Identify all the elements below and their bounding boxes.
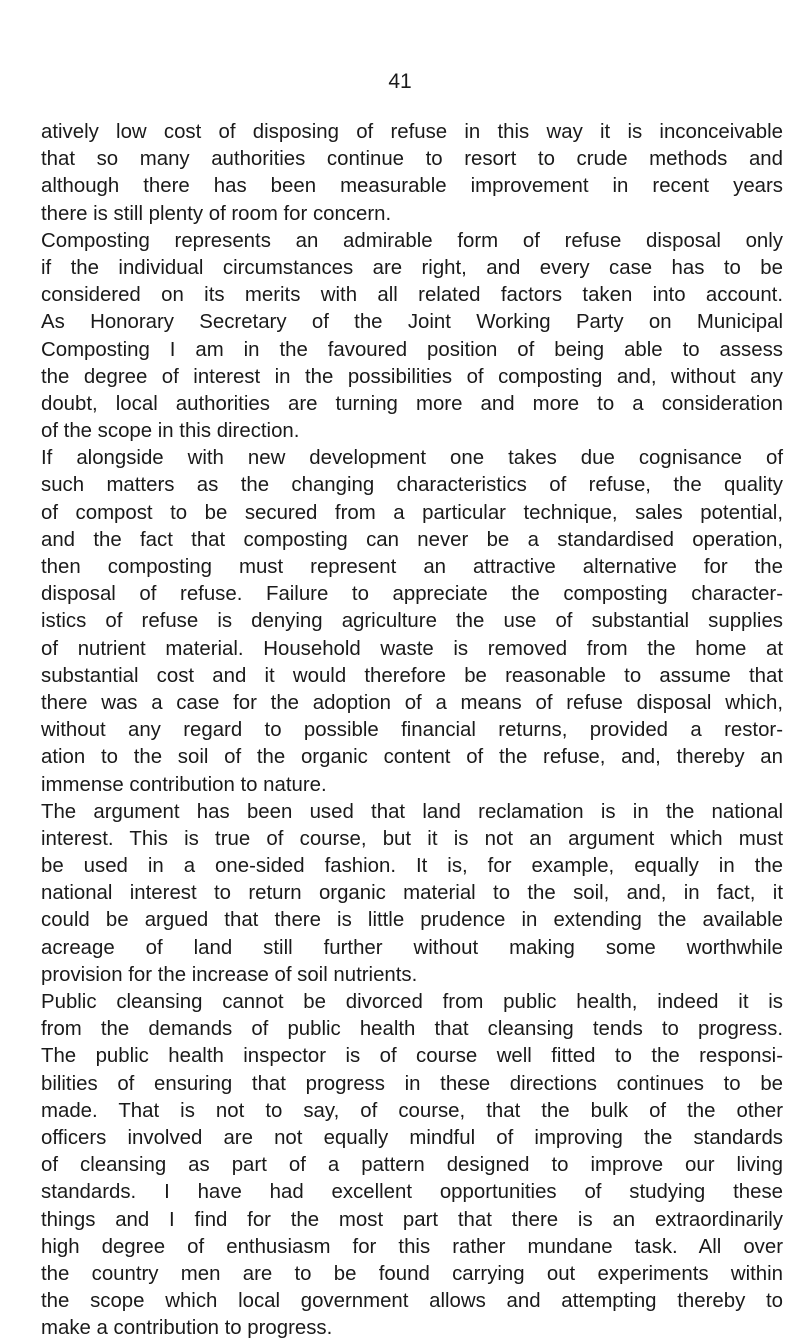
text-line: of compost to be secured from a particular technique, sales potential, xyxy=(41,501,783,524)
text-line: and the fact that composting can never be a standardised operation, xyxy=(41,528,783,551)
text-line: there is still plenty of room for concern. xyxy=(41,202,392,225)
text-line: immense contribution to nature. xyxy=(41,773,327,796)
body-text xyxy=(41,119,783,1342)
text-line: atively low cost of disposing of refuse in this way it is inconceivable xyxy=(41,121,783,143)
text-line: make a contribution to progress. xyxy=(41,1317,333,1340)
text-line: ation to the soil of the organic content of the refuse, and, thereby an xyxy=(41,746,783,769)
text-line: interest. This is true of course, but it is not an argument which must xyxy=(41,827,783,850)
text-line: doubt, local authorities are turning more and more to a consideration xyxy=(41,392,783,415)
text-line: As Honorary Secretary of the Joint Working Party on Municipal xyxy=(41,311,783,334)
text-line: standards. I have had excellent opportunities of studying these xyxy=(41,1181,783,1204)
text-line: from the demands of public health that cleansing tends to progress. xyxy=(41,1018,783,1041)
text-line: substantial cost and it would therefore be reasonable to assume that xyxy=(41,664,783,687)
text-line: of the scope in this direction. xyxy=(41,420,300,443)
text-line: disposal of refuse. Failure to appreciate the composting character- xyxy=(41,583,783,606)
text-line: if the individual circumstances are right, and every case has to be xyxy=(41,256,783,279)
text-line: that so many authorities continue to resort to crude methods and xyxy=(41,148,783,171)
text-line: bilities of ensuring that progress in these directions continues to be xyxy=(41,1072,783,1095)
text-line: high degree of enthusiasm for this rather mundane task. All over xyxy=(41,1235,783,1258)
text-line: of cleansing as part of a pattern designed to improve our living xyxy=(41,1154,783,1177)
text-line: provision for the increase of soil nutrients. xyxy=(41,963,418,986)
text-line: of nutrient material. Household waste is removed from the home at xyxy=(41,637,783,660)
text-line: although there has been measurable improvement in recent years xyxy=(41,175,783,198)
text-line: The argument has been used that land reclamation is in the national xyxy=(41,800,783,823)
text-line: things and I find for the most part that there is an extraordinarily xyxy=(41,1208,783,1231)
text-line: acreage of land still further without making some worthwhile xyxy=(41,936,783,959)
text-line: officers involved are not equally mindful of improving the standards xyxy=(41,1126,783,1149)
text-line: Composting represents an admirable form of refuse disposal only xyxy=(41,229,783,252)
text-line: national interest to return organic material to the soil, and, in fact, it xyxy=(41,882,783,905)
text-line: Public cleansing cannot be divorced from public health, indeed it is xyxy=(41,991,783,1013)
text-line: made. That is not to say, of course, that the bulk of the other xyxy=(41,1099,783,1122)
text-line: there was a case for the adoption of a means of refuse disposal which, xyxy=(41,691,783,714)
text-line: considered on its merits with all related factors taken into account. xyxy=(41,284,783,307)
text-line: then composting must represent an attractive alternative for the xyxy=(41,556,783,578)
text-line: Composting I am in the favoured position of being able to assess xyxy=(41,338,783,361)
text-line: could be argued that there is little prudence in extending the available xyxy=(41,909,783,932)
text-line: istics of refuse is denying agriculture the use of substantial supplies xyxy=(41,610,783,633)
text-line: The public health inspector is of course well fitted to the responsi- xyxy=(41,1045,783,1068)
page-number: 41 xyxy=(388,70,412,93)
text-line: the degree of interest in the possibilities of composting and, without any xyxy=(41,365,783,388)
text-line: be used in a one-sided fashion. It is, for example, equally in the xyxy=(41,855,783,878)
text-line: If alongside with new development one takes due cognisance of xyxy=(41,447,783,470)
text-line: the country men are to be found carrying out experiments within xyxy=(41,1262,783,1285)
text-line: the scope which local government allows and attempting thereby to xyxy=(41,1290,783,1313)
text-line: such matters as the changing characteristics of refuse, the quality xyxy=(41,474,783,497)
text-line: without any regard to possible financial returns, provided a restor- xyxy=(41,719,783,742)
